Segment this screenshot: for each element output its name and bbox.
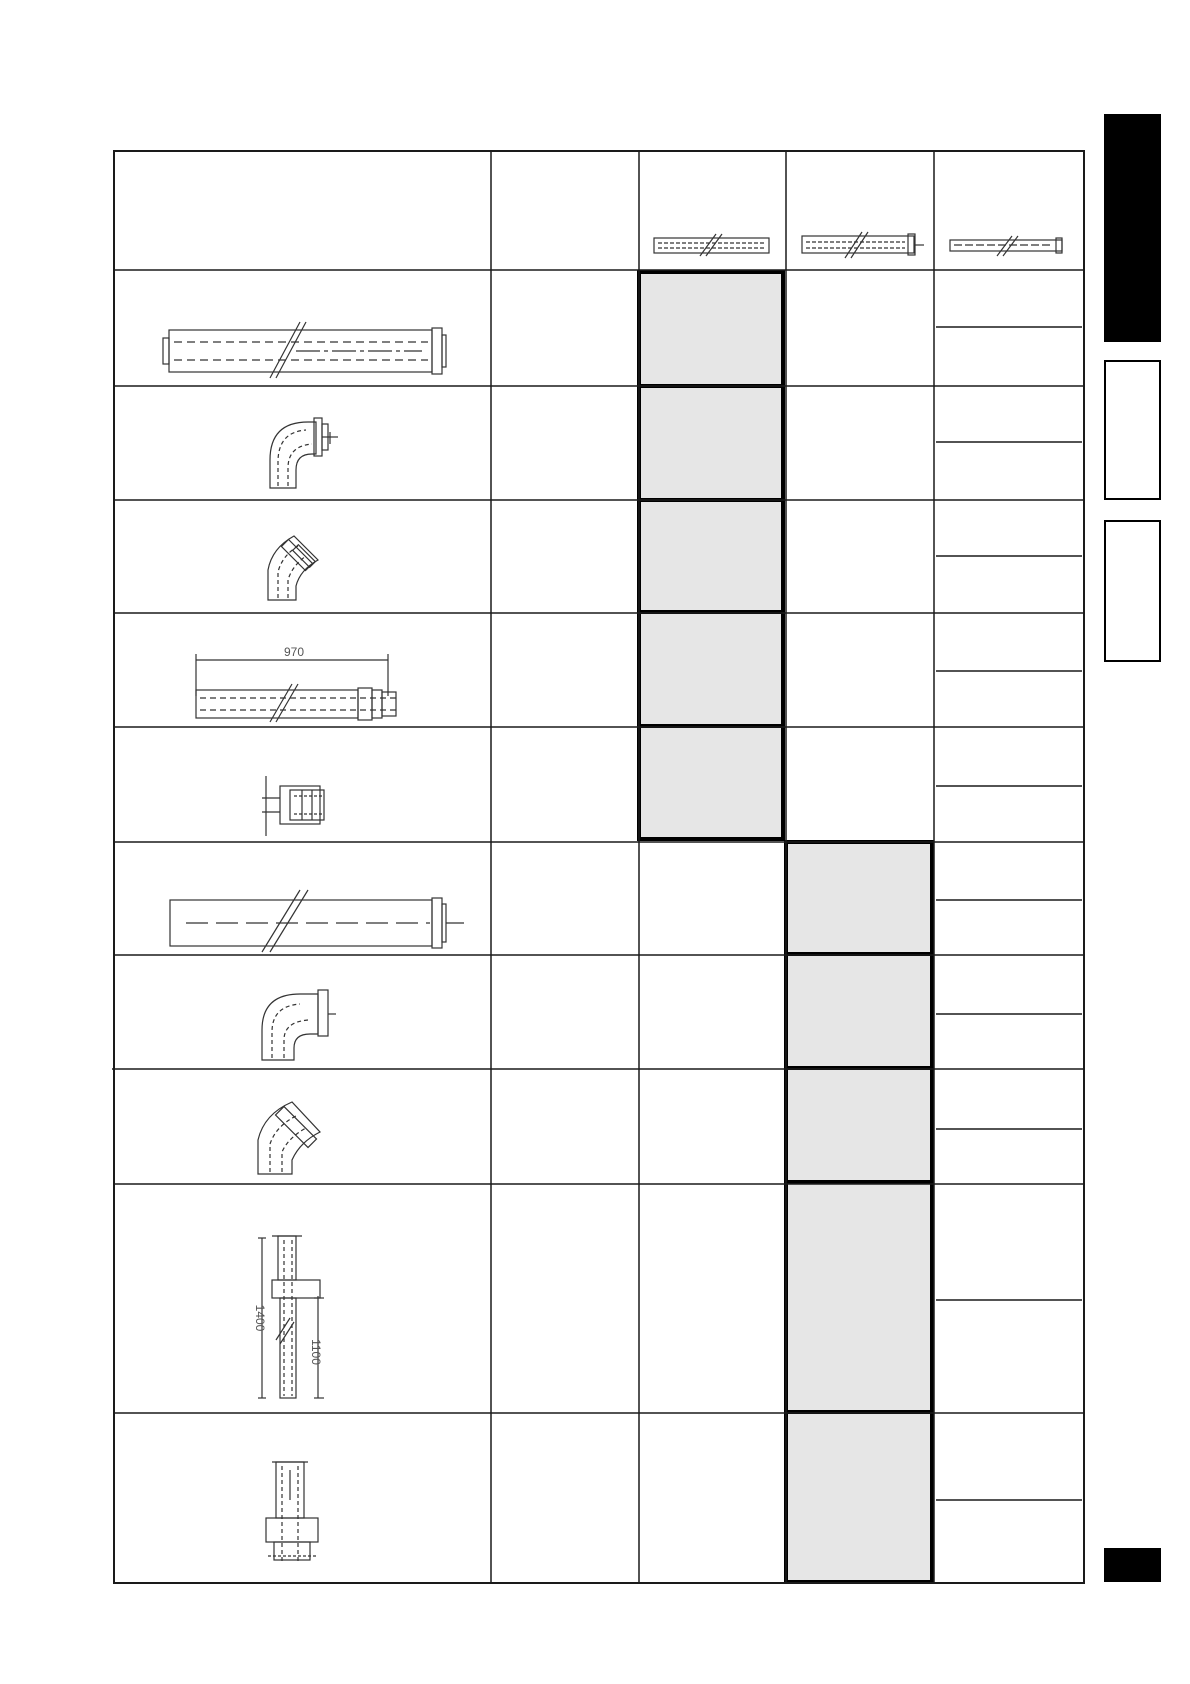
vertical-adapter-drawing (266, 1462, 318, 1562)
straight-pipe-drawing-b (170, 890, 464, 952)
dimension-970: 970 (283, 645, 305, 659)
short-adapter-drawing (262, 776, 324, 836)
dimension-1100: 1100 (309, 1339, 323, 1365)
gray-cells-column-2 (786, 842, 932, 1582)
dimension-1400: 1400 (253, 1304, 267, 1332)
elbow-90-drawing-a (270, 418, 338, 488)
elbow-90-drawing-b (262, 990, 336, 1060)
header-pipe-icon-3 (950, 236, 1062, 256)
telescopic-pipe-drawing (196, 654, 396, 722)
elbow-45-drawing-b (258, 1102, 320, 1174)
elbow-45-drawing-a (268, 536, 318, 600)
gray-cells-column-1 (639, 272, 783, 839)
straight-pipe-drawing-a (163, 322, 446, 378)
header-pipe-icon-2 (802, 232, 924, 258)
table-frame (114, 151, 1084, 1583)
header-pipe-icon-1 (654, 234, 769, 256)
